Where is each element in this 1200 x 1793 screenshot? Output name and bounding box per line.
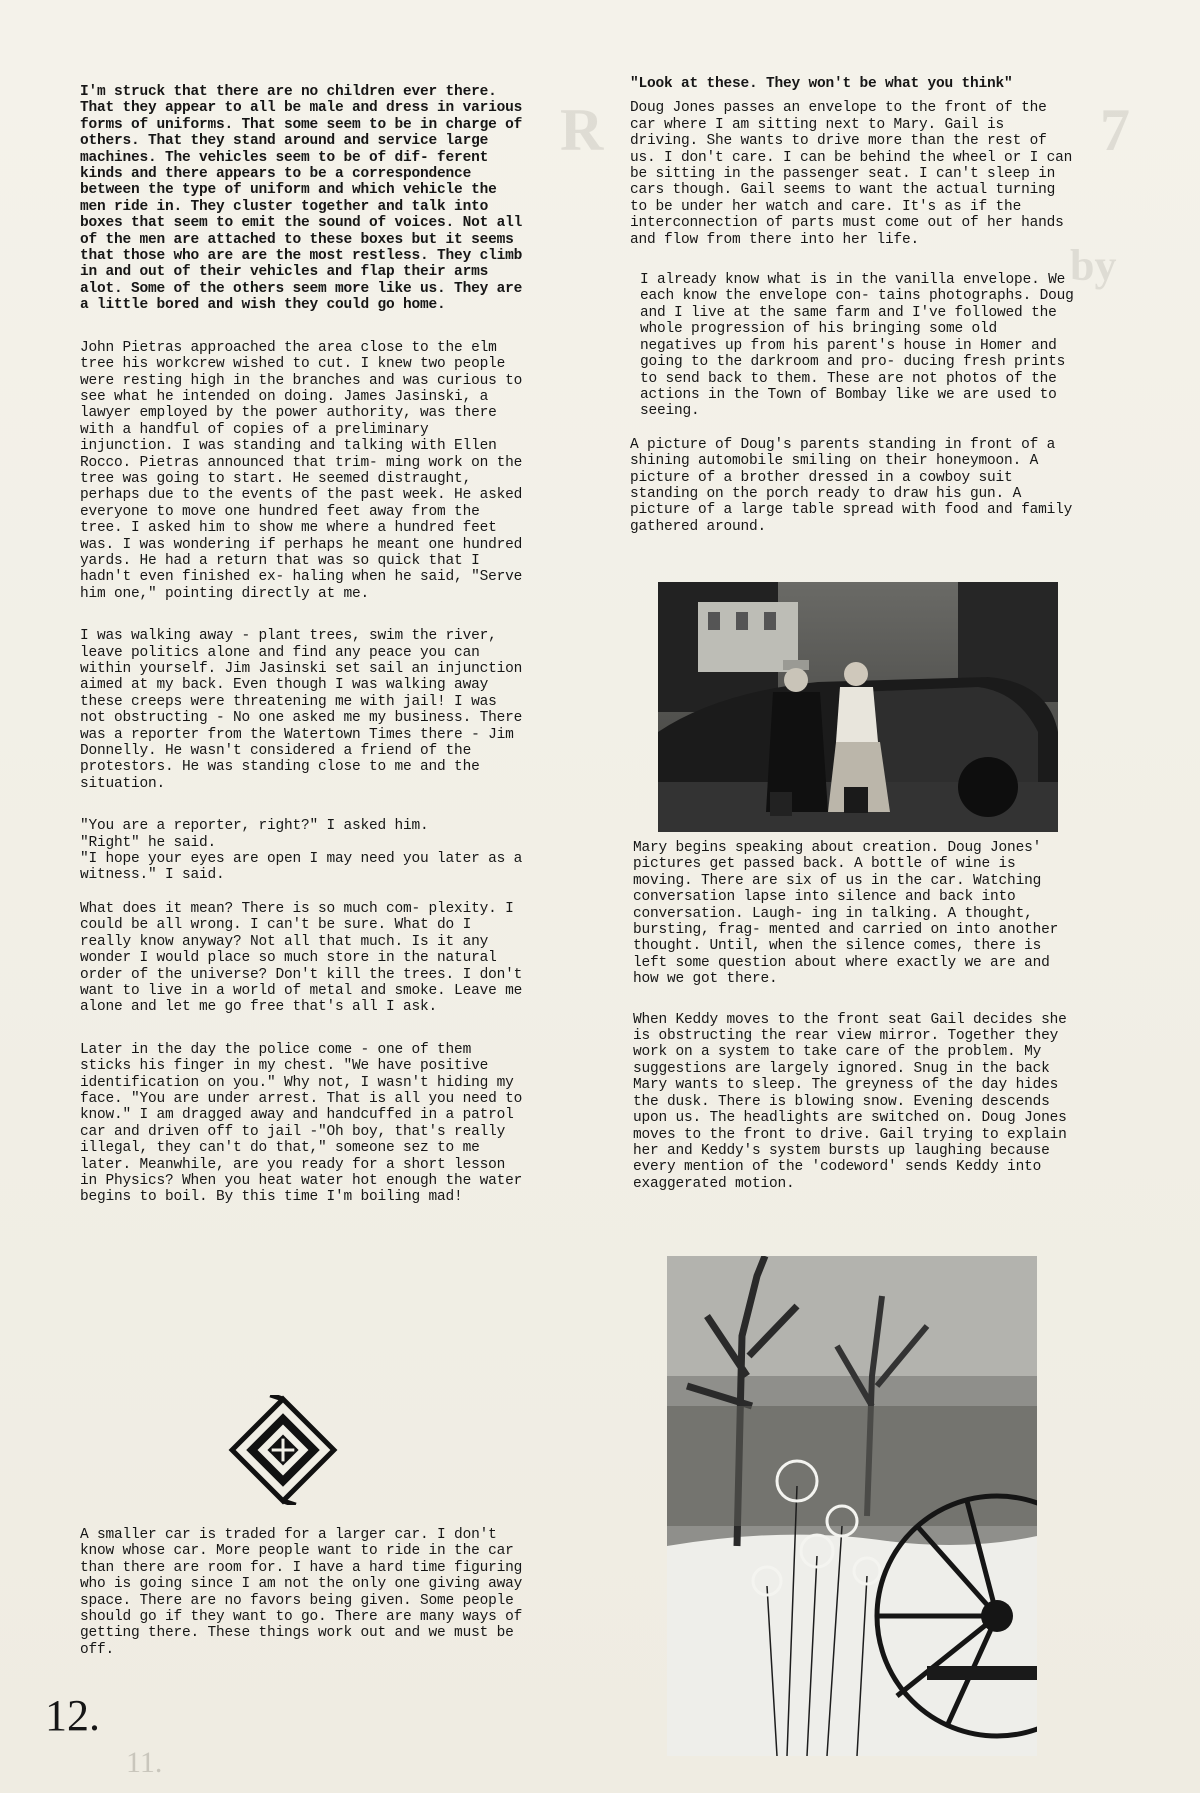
paragraph: I already know what is in the vanilla envelope. We each know the envelope con- tains photographs. Doug and I live at the same farm and I've followed the whole progression of his bringing some old negatives up from his parent's house in Homer and going to the darkroom and pro- ducing fresh prints to send back to them. These are not photos of the actions in the Town of Bombay like we are used to seeing. (640, 272, 1074, 420)
page-number: 12. (45, 1691, 100, 1740)
paragraph: What does it mean? There is so much com- plexity. I could be all wrong. I can't be sure. What do I really know anyway? Not all that much. Is it any wonder I would place so much store in the natural order of the universe? Don't kill the trees. I don't want to live in a world of metal and smoke. Leave me alone and let me go free that's all I ask. (80, 900, 523, 1016)
bleed-through-text: 7 (1100, 97, 1130, 163)
decorative-diamond-motif (228, 1395, 338, 1505)
right-column-middle (633, 840, 1078, 1209)
paragraph: A smaller car is traded for a larger car. I don't know whose car. More people want to ride in the car than there are room for. I have a hard time figuring who is going since I am not the only one giving away space. There are no favors being given. Some people should go if they want to go. There are many ways of getting there. These things work out and we must be off. (80, 1527, 523, 1658)
winter-wheel-photo (667, 1256, 1037, 1756)
paragraph: Mary begins speaking about creation. Doug Jones' pictures get passed back. A bottle of wine is moving. There are six of us in the car. Watching conversation lapse into silence and back into conversation. Laugh- ing in talking. A thought, bursting, frag- mented and carried on into another thought. Until, when the silence comes, there is left some question about where exactly we are and how we got there. (633, 840, 1059, 988)
bleed-through-page-number: 11. (126, 1746, 163, 1779)
bleed-through-text: R (560, 97, 604, 163)
left-column (80, 84, 525, 1223)
honeymoon-photo (658, 582, 1058, 832)
paragraph: I was walking away - plant trees, swim the river, leave politics alone and find any peace you can within yourself. Jim Jasinski set sail an injunction aimed at my back. Even though I was walking away these creeps were threatening me with jail! I was not obstructing - No one asked me my business. There was a reporter from the Watertown Times there - Jim Donnelly. He wasn't considered a friend of the protestors. He was standing close to me and the situation. (80, 628, 523, 792)
paragraph: Doug Jones passes an envelope to the front of the car where I am sitting next to Mary. Gail is driving. She wants to drive more than the rest of us. I don't care. I can be behind the wheel or I can be sitting in the passenger seat. I can't sleep in cars though. Gail seems to want the actual turning to be under her watch and care. It's as if the interconnection of parts must come out of her hands and flow from there into her life. (630, 100, 1073, 248)
winter-wheel-photo-image (667, 1256, 1037, 1756)
paragraph: John Pietras approached the area close to the elm tree his workcrew wished to cut. I knew two people were resting high in the branches and was curious to see what he intended on doing. James Jasinski, a lawyer employed by the power authority, was there with a handful of copies of a preliminary injunction. I was standing and talking with Ellen Rocco. Pietras announced that trim- ming work on the tree was going to start. He seemed distraught, perhaps due to the events of the past week. He asked everyone to move one hundred feet away from the tree. I asked him to show me where a hundred feet was. I was wondering if perhaps he meant one hundred yards. He had a return that was so quick that I hadn't even finished ex- haling when he said, "Serve him one," pointing directly at me. (80, 339, 523, 602)
honeymoon-photo-image (658, 582, 1058, 832)
paragraph: When Keddy moves to the front seat Gail decides she is obstructing the rear view mirror. Together they work on a system to take care of the problem. My suggestions are largely ignored. Snug in the back Mary wants to sleep. The greyness of the day hides the dusk. There is blowing snow. Evening descends upon us. The headlights are switched on. Doug Jones moves to the front to drive. Gail trying to explain her and Keddy's system bursts up laughing because every mention of the 'codeword' sends Keddy into exaggerated motion. (633, 1011, 1067, 1192)
paragraph: Later in the day the police come - one of them sticks his finger in my chest. "We have positive identification on you." Why not, I wasn't hiding my face. "You are under arrest. That is all you need to know." I am dragged away and handcuffed in a patrol car and driven off to jail -"Oh boy, that's really illegal, they can't do that," someone sez to me later. Meanwhile, are you ready for a short lesson in Physics? When you heat water hot enough the water begins to boil. By this time I'm boiling mad! (80, 1041, 523, 1206)
paragraph: I'm struck that there are no children ever there. That they appear to all be male and dress in various forms of uniforms. That some seem to be in charge of others. That they stand around and service large machines. The vehicles seem to be of dif- ferent kinds and there appears to be a correspondence between the type of uniform and which vehicle the men ride in. They cluster together and talk into boxes that seem to emit the sound of voices. Not all of the men are attached to these boxes but it seems that those who are are the most restless. They climb in and out of their vehicles and flap their arms alot. Some of the others seem more like us. They are a little bored and wish they could go home. (80, 84, 523, 314)
paragraph: A picture of Doug's parents standing in front of a shining automobile smiling on their honeymoon. A picture of a brother dressed in a cowboy suit standing on the porch ready to draw his gun. A picture of a large table spread with food and family gathered around. (630, 436, 1073, 535)
bleed-through-text: by (1070, 241, 1117, 290)
right-column-top (630, 76, 1076, 552)
quote-heading: "Look at these. They won't be what you think" (630, 76, 1013, 92)
left-column-bottom (80, 1527, 525, 1675)
paragraph: "You are a reporter, right?" I asked him. "Right" he said. "I hope your eyes are open I may need you later as a witness." I said. (80, 818, 523, 884)
